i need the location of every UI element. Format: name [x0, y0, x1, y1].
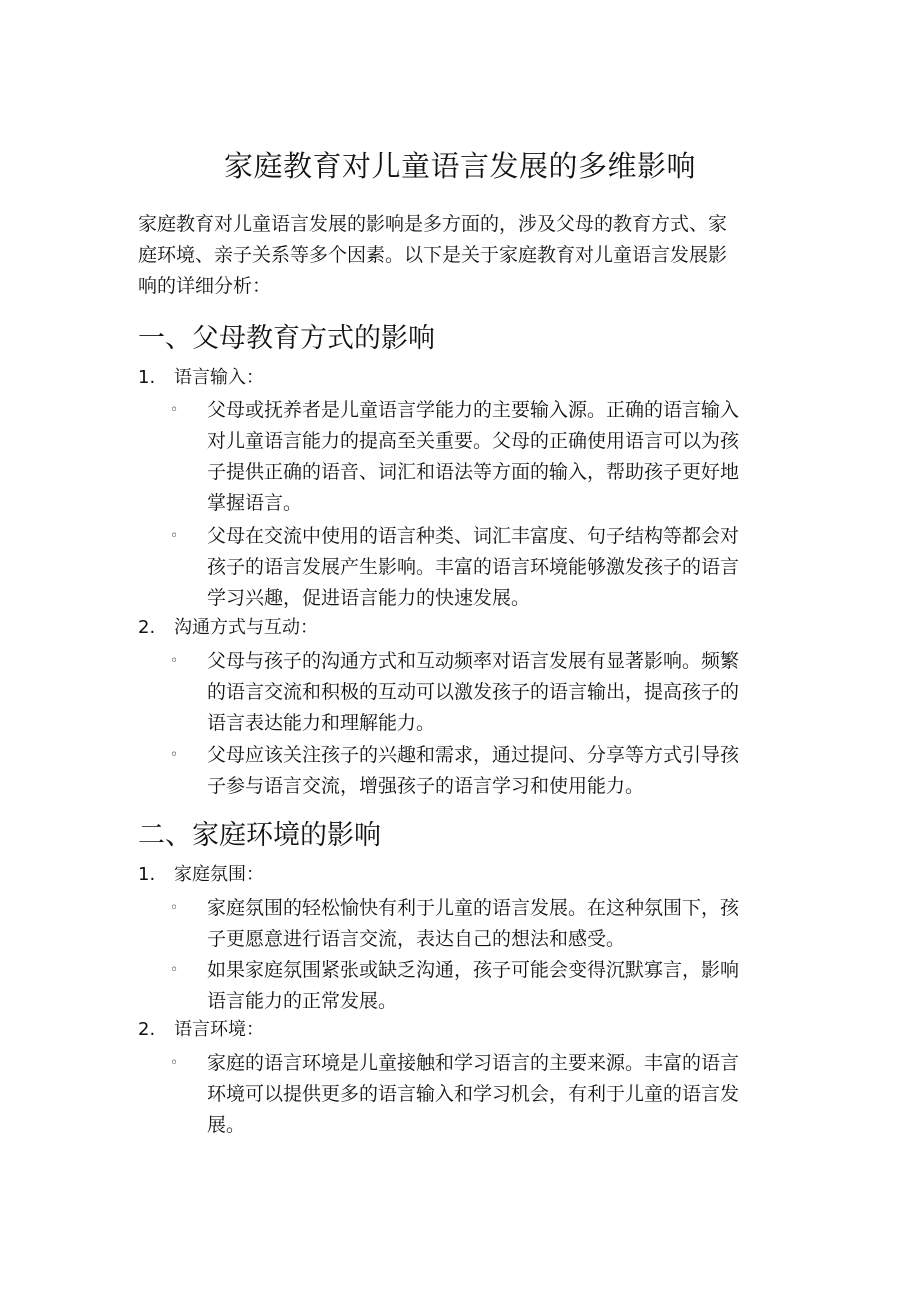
hollow-bullet-icon: ◦: [170, 900, 179, 916]
bullet-line: 掌握语言。: [207, 492, 303, 514]
numbered-item: [138, 862, 264, 888]
bullet-paragraph: [207, 893, 771, 955]
item-label: 语言环境：: [174, 1019, 264, 1040]
intro-line: 响的详细分析：: [138, 275, 272, 297]
hollow-bullet-icon: ◦: [170, 747, 179, 763]
intro-line: 庭环境、亲子关系等多个因素。以下是关于家庭教育对儿童语言发展影: [138, 244, 728, 266]
bullet-line: 父母或抚养者是儿童语言学能力的主要输入源。正确的语言输入: [207, 399, 740, 421]
bullet-line: 孩子的语言发展产生影响。丰富的语言环境能够激发孩子的语言: [207, 556, 740, 578]
hollow-bullet-icon: ◦: [170, 528, 179, 544]
bullet-line: 家庭氛围的轻松愉快有利于儿童的语言发展。在这种氛围下，孩: [207, 897, 740, 919]
bullet-line: 父母与孩子的沟通方式和互动频率对语言发展有显著影响。频繁: [207, 650, 740, 672]
bullet-line: 父母在交流中使用的语言种类、词汇丰富度、句子结构等都会对: [207, 525, 740, 547]
bullet-line: 的语言交流和积极的互动可以激发孩子的语言输出，提高孩子的: [207, 681, 740, 703]
bullet-paragraph: [207, 646, 771, 739]
item-label: 沟通方式与互动：: [174, 617, 318, 638]
item-label: 家庭氛围：: [174, 864, 264, 885]
numbered-item: [138, 1017, 264, 1043]
bullet-line: 环境可以提供更多的语言输入和学习机会，有利于儿童的语言发: [207, 1083, 740, 1105]
bullet-line: 如果家庭氛围紧张或缺乏沟通，孩子可能会变得沉默寡言，影响: [207, 959, 740, 981]
item-label: 语言输入：: [174, 367, 264, 388]
numbered-item: [138, 615, 318, 641]
intro-line: 家庭教育对儿童语言发展的影响是多方面的，涉及父母的教育方式、家: [138, 213, 728, 235]
intro-paragraph: [138, 209, 770, 302]
hollow-bullet-icon: ◦: [170, 1055, 179, 1071]
section-heading: 一、父母教育方式的影响: [138, 323, 435, 354]
bullet-paragraph: [207, 1048, 771, 1141]
bullet-line: 语言表达能力和理解能力。: [207, 712, 436, 734]
section-heading: 二、家庭环境的影响: [138, 820, 381, 851]
item-number: 1.: [138, 367, 156, 388]
bullet-paragraph: [207, 521, 771, 614]
bullet-line: 展。: [207, 1114, 246, 1136]
bullet-line: 子参与语言交流，增强孩子的语言学习和使用能力。: [207, 775, 645, 797]
bullet-line: 对儿童语言能力的提高至关重要。父母的正确使用语言可以为孩: [207, 430, 740, 452]
bullet-line: 语言能力的正常发展。: [207, 990, 398, 1012]
bullet-line: 父母应该关注孩子的兴趣和需求，通过提问、分享等方式引导孩: [207, 744, 740, 766]
hollow-bullet-icon: ◦: [170, 962, 179, 978]
bullet-line: 家庭的语言环境是儿童接触和学习语言的主要来源。丰富的语言: [207, 1052, 740, 1074]
numbered-item: [138, 365, 264, 391]
item-number: 2.: [138, 617, 156, 638]
hollow-bullet-icon: ◦: [170, 402, 179, 418]
bullet-paragraph: [207, 955, 771, 1017]
item-number: 1.: [138, 864, 156, 885]
hollow-bullet-icon: ◦: [170, 653, 179, 669]
document-title: 家庭教育对儿童语言发展的多维影响: [223, 149, 696, 183]
bullet-paragraph: [207, 740, 771, 802]
bullet-line: 子提供正确的语音、词汇和语法等方面的输入，帮助孩子更好地: [207, 461, 740, 483]
bullet-paragraph: [207, 395, 771, 519]
bullet-line: 子更愿意进行语言交流，表达自己的想法和感受。: [207, 928, 626, 950]
bullet-line: 学习兴趣，促进语言能力的快速发展。: [207, 587, 531, 609]
item-number: 2.: [138, 1019, 156, 1040]
